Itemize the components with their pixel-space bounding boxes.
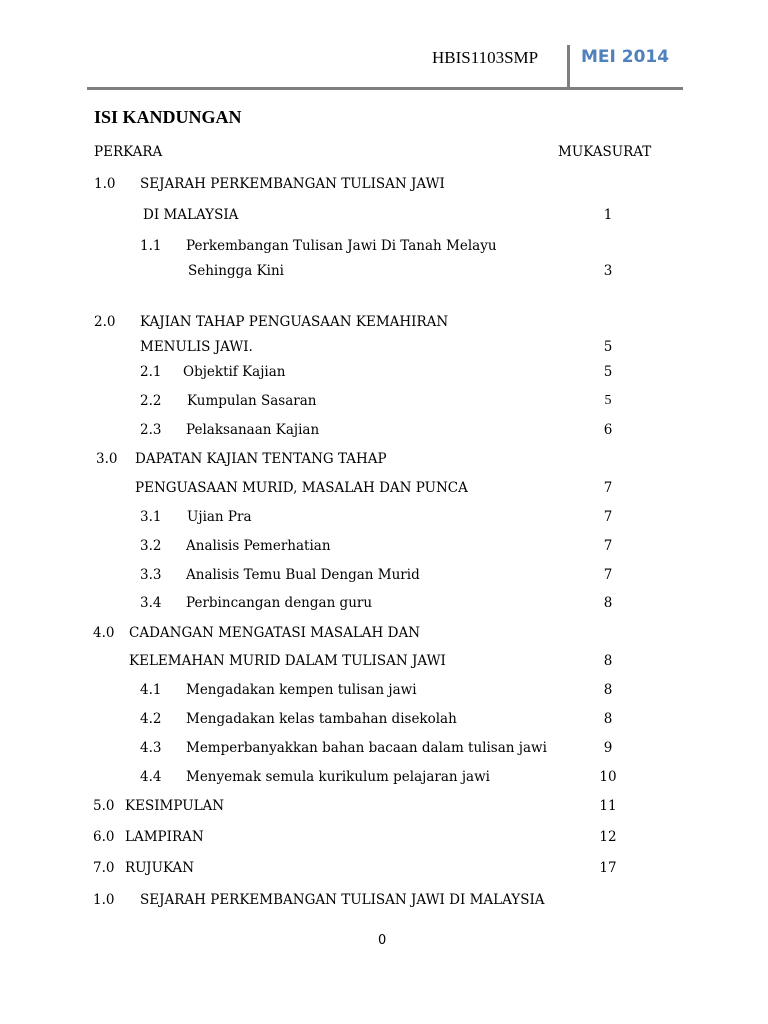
toc-entry-page: 12 bbox=[599, 829, 617, 845]
toc-entry-number: 4.2 bbox=[140, 711, 162, 727]
toc-entry-text: LAMPIRAN bbox=[125, 829, 204, 845]
header-divider bbox=[567, 45, 570, 87]
toc-entry-text: Perkembangan Tulisan Jawi Di Tanah Melayu bbox=[186, 238, 497, 254]
toc-title: ISI KANDUNGAN bbox=[94, 107, 242, 127]
toc-entry-page: 9 bbox=[603, 740, 613, 756]
toc-entry-number: 2.0 bbox=[94, 314, 116, 330]
toc-entry-text: Analisis Pemerhatian bbox=[186, 538, 331, 554]
toc-entry-text-cont: MENULIS JAWI. bbox=[140, 339, 253, 355]
toc-entry-page: 11 bbox=[599, 798, 617, 814]
toc-entry-page: 17 bbox=[599, 860, 617, 876]
toc-entry-text-cont: Sehingga Kini bbox=[188, 263, 284, 279]
section-heading: SEJARAH PERKEMBANGAN TULISAN JAWI DI MALAYSIA bbox=[140, 892, 545, 908]
toc-entry-text: Kumpulan Sasaran bbox=[187, 393, 317, 409]
toc-entry-text: Ujian Pra bbox=[187, 509, 252, 525]
toc-entry-page: 8 bbox=[603, 653, 613, 669]
toc-entry-text-cont: PENGUASAAN MURID, MASALAH DAN PUNCA bbox=[135, 480, 468, 496]
toc-entry-page: 7 bbox=[603, 538, 613, 554]
toc-entry-text: Analisis Temu Bual Dengan Murid bbox=[186, 567, 420, 583]
toc-entry-text-cont: KELEMAHAN MURID DALAM TULISAN JAWI bbox=[129, 653, 446, 669]
toc-entry-page: 8 bbox=[603, 711, 613, 727]
toc-entry-page: 8 bbox=[603, 595, 613, 611]
toc-entry-text: Mengadakan kempen tulisan jawi bbox=[186, 682, 417, 698]
toc-entry-page: 6 bbox=[603, 422, 613, 438]
page-number: 0 bbox=[378, 933, 387, 948]
toc-entry-page: 5 bbox=[603, 364, 613, 380]
toc-entry-page: 5 bbox=[604, 393, 612, 408]
toc-entry-text: Objektif Kajian bbox=[183, 364, 286, 380]
toc-entry-text: Menyemak semula kurikulum pelajaran jawi bbox=[186, 769, 490, 785]
toc-entry-text: RUJUKAN bbox=[125, 860, 195, 876]
toc-entry-number: 2.3 bbox=[140, 422, 162, 438]
toc-entry-page: 5 bbox=[603, 339, 613, 355]
toc-entry-text-cont: DI MALAYSIA bbox=[143, 207, 239, 223]
toc-entry-number: 3.0 bbox=[96, 451, 118, 467]
toc-entry-text: Mengadakan kelas tambahan disekolah bbox=[186, 711, 457, 727]
toc-entry-text: KESIMPULAN bbox=[125, 798, 225, 814]
toc-entry-number: 4.0 bbox=[93, 625, 115, 641]
toc-entry-page: 3 bbox=[603, 263, 613, 279]
toc-entry-page: 7 bbox=[603, 509, 613, 525]
toc-entry-number: 6.0 bbox=[93, 829, 115, 845]
toc-entry-text: CADANGAN MENGATASI MASALAH DAN bbox=[129, 625, 421, 641]
toc-entry-number: 1.0 bbox=[94, 176, 116, 192]
toc-entry-text: Pelaksanaan Kajian bbox=[186, 422, 320, 438]
header-rule bbox=[87, 87, 683, 90]
toc-entry-number: 4.1 bbox=[140, 682, 162, 698]
toc-entry-number: 4.4 bbox=[140, 769, 162, 785]
toc-entry-text: Perbincangan dengan guru bbox=[186, 595, 373, 611]
toc-entry-text: SEJARAH PERKEMBANGAN TULISAN JAWI bbox=[140, 176, 445, 192]
toc-entry-page: 1 bbox=[603, 207, 613, 223]
toc-entry-page: 10 bbox=[599, 769, 617, 785]
toc-entry-number: 3.1 bbox=[140, 509, 162, 525]
toc-entry-number: 7.0 bbox=[93, 860, 115, 876]
toc-entry-number: 5.0 bbox=[93, 798, 115, 814]
toc-entry-text: KAJIAN TAHAP PENGUASAAN KEMAHIRAN bbox=[140, 314, 449, 330]
toc-entry-page: 7 bbox=[603, 567, 613, 583]
course-code: HBIS1103SMP bbox=[432, 48, 539, 67]
toc-entry-text: Memperbanyakkan bahan bacaan dalam tulisan jawi bbox=[186, 740, 547, 756]
toc-entry-number: 3.2 bbox=[140, 538, 162, 554]
toc-entry-text: DAPATAN KAJIAN TENTANG TAHAP bbox=[135, 451, 387, 467]
col-header-item: PERKARA bbox=[94, 144, 163, 160]
header-date: MEI 2014 bbox=[581, 47, 670, 67]
toc-entry-number: 2.1 bbox=[140, 364, 162, 380]
toc-entry-number: 1.1 bbox=[140, 238, 162, 254]
section-number: 1.0 bbox=[93, 892, 115, 908]
toc-entry-number: 2.2 bbox=[140, 393, 162, 409]
toc-entry-number: 3.4 bbox=[140, 595, 162, 611]
toc-entry-number: 4.3 bbox=[140, 740, 162, 756]
col-header-page: MUKASURAT bbox=[558, 144, 652, 160]
toc-entry-page: 7 bbox=[603, 480, 613, 496]
toc-entry-number: 3.3 bbox=[140, 567, 162, 583]
toc-entry-page: 8 bbox=[603, 682, 613, 698]
